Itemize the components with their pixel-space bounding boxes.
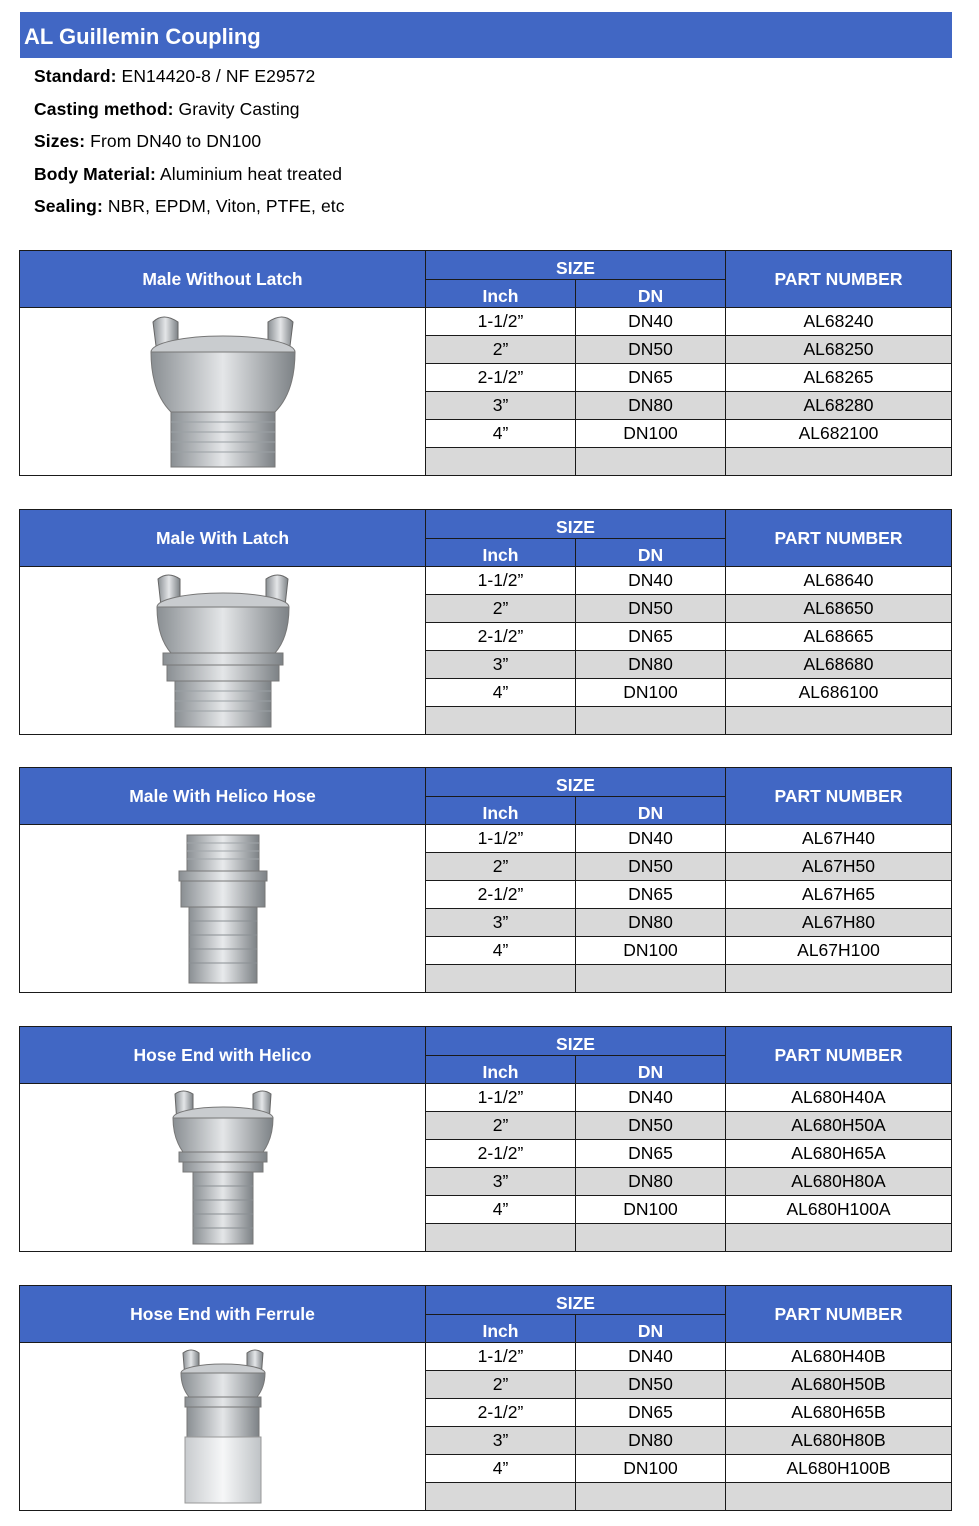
spec-value: Aluminium heat treated [155,164,343,184]
empty-cell [426,1224,576,1252]
spec-value: From DN40 to DN100 [85,131,262,151]
part-number-cell: AL68665 [726,623,952,651]
part-number-cell: AL68680 [726,651,952,679]
part-number-header: PART NUMBER [726,510,952,567]
empty-cell [726,707,952,735]
part-number-cell: AL680H50B [726,1371,952,1399]
inch-cell: 1-1/2” [426,308,576,336]
inch-cell: 1-1/2” [426,1084,576,1112]
inch-header: Inch [426,539,576,567]
size-header: SIZE [426,510,726,539]
product-table-male-helico-hose [19,767,951,994]
dn-header: DN [576,1315,726,1343]
part-number-cell: AL68265 [726,364,952,392]
dn-cell: DN100 [576,1196,726,1224]
product-name-header: Male With Latch [20,510,426,567]
spec-sizes [34,131,261,152]
dn-header: DN [576,539,726,567]
spec-label: Body Material: [34,164,156,184]
dn-cell: DN80 [576,651,726,679]
dn-cell: DN100 [576,420,726,448]
inch-cell: 4” [426,1455,576,1483]
dn-cell: DN65 [576,623,726,651]
size-header: SIZE [426,768,726,797]
dn-cell: DN40 [576,1343,726,1371]
spec-value: EN14420-8 / NF E29572 [116,66,316,86]
part-number-cell: AL67H40 [726,825,952,853]
spec-label: Sizes: [34,131,86,151]
empty-cell [726,448,952,476]
inch-cell: 4” [426,679,576,707]
product-name-header: Male Without Latch [20,251,426,308]
inch-cell: 1-1/2” [426,567,576,595]
empty-cell [726,965,952,993]
part-number-cell: AL67H80 [726,909,952,937]
empty-cell [426,448,576,476]
spec-value: Gravity Casting [173,99,300,119]
dn-header: DN [576,797,726,825]
inch-cell: 3” [426,1168,576,1196]
part-number-cell: AL67H65 [726,881,952,909]
empty-cell [726,1224,952,1252]
inch-header: Inch [426,1315,576,1343]
dn-header: DN [576,1056,726,1084]
dn-cell: DN65 [576,1140,726,1168]
spec-sealing [34,196,345,217]
spec-casting-method [34,99,300,120]
spec-standard [34,66,315,87]
inch-cell: 4” [426,937,576,965]
inch-cell: 2” [426,1112,576,1140]
page-title: AL Guillemin Coupling [20,12,952,58]
inch-cell: 1-1/2” [426,825,576,853]
spec-label: Sealing: [34,196,103,216]
dn-cell: DN65 [576,1399,726,1427]
part-number-cell: AL68640 [726,567,952,595]
inch-cell: 3” [426,392,576,420]
dn-cell: DN50 [576,595,726,623]
dn-cell: DN40 [576,1084,726,1112]
empty-cell [426,1483,576,1511]
size-header: SIZE [426,1027,726,1056]
part-number-header: PART NUMBER [726,1027,952,1084]
inch-cell: 3” [426,909,576,937]
inch-cell: 2-1/2” [426,881,576,909]
male-helico-hose-image [20,825,426,993]
empty-cell [576,448,726,476]
hose-end-ferrule-image [20,1343,426,1511]
inch-cell: 2-1/2” [426,364,576,392]
hose-end-helico-image [20,1084,426,1252]
part-number-cell: AL67H100 [726,937,952,965]
size-header: SIZE [426,1286,726,1315]
dn-cell: DN50 [576,1112,726,1140]
dn-cell: DN40 [576,567,726,595]
dn-cell: DN100 [576,1455,726,1483]
size-header: SIZE [426,251,726,280]
part-number-cell: AL680H40B [726,1343,952,1371]
part-number-cell: AL682100 [726,420,952,448]
part-number-cell: AL67H50 [726,853,952,881]
empty-cell [576,965,726,993]
dn-cell: DN100 [576,937,726,965]
inch-cell: 3” [426,651,576,679]
dn-cell: DN65 [576,364,726,392]
inch-cell: 2-1/2” [426,1140,576,1168]
male-without-latch-coupling-image [20,308,426,476]
inch-header: Inch [426,280,576,308]
product-table-male-without-latch [19,250,951,477]
empty-cell [426,707,576,735]
product-name-header: Hose End with Helico [20,1027,426,1084]
product-name-header: Male With Helico Hose [20,768,426,825]
part-number-cell: AL680H65B [726,1399,952,1427]
part-number-header: PART NUMBER [726,251,952,308]
inch-header: Inch [426,1056,576,1084]
inch-cell: 2” [426,595,576,623]
dn-cell: DN65 [576,881,726,909]
product-table-hose-end-ferrule [19,1285,951,1512]
dn-cell: DN50 [576,1371,726,1399]
part-number-cell: AL68250 [726,336,952,364]
empty-cell [426,965,576,993]
spec-value: NBR, EPDM, Viton, PTFE, etc [102,196,345,216]
part-number-cell: AL680H40A [726,1084,952,1112]
inch-cell: 4” [426,1196,576,1224]
part-number-cell: AL680H65A [726,1140,952,1168]
inch-cell: 2” [426,853,576,881]
inch-cell: 3” [426,1427,576,1455]
part-number-cell: AL68280 [726,392,952,420]
dn-cell: DN50 [576,853,726,881]
part-number-cell: AL680H50A [726,1112,952,1140]
part-number-cell: AL680H80B [726,1427,952,1455]
inch-header: Inch [426,797,576,825]
dn-cell: DN80 [576,909,726,937]
product-table-hose-end-helico [19,1026,951,1253]
spec-label: Standard: [34,66,117,86]
spec-label: Casting method: [34,99,174,119]
product-table-male-with-latch [19,509,951,736]
empty-cell [576,707,726,735]
inch-cell: 1-1/2” [426,1343,576,1371]
part-number-header: PART NUMBER [726,768,952,825]
empty-cell [576,1483,726,1511]
dn-cell: DN40 [576,308,726,336]
dn-cell: DN100 [576,679,726,707]
part-number-header: PART NUMBER [726,1286,952,1343]
inch-cell: 2-1/2” [426,623,576,651]
part-number-cell: AL68650 [726,595,952,623]
dn-cell: DN80 [576,392,726,420]
empty-cell [576,1224,726,1252]
part-number-cell: AL680H80A [726,1168,952,1196]
part-number-cell: AL686100 [726,679,952,707]
part-number-cell: AL680H100A [726,1196,952,1224]
inch-cell: 4” [426,420,576,448]
dn-header: DN [576,280,726,308]
dn-cell: DN40 [576,825,726,853]
dn-cell: DN80 [576,1168,726,1196]
dn-cell: DN50 [576,336,726,364]
empty-cell [726,1483,952,1511]
inch-cell: 2” [426,1371,576,1399]
inch-cell: 2-1/2” [426,1399,576,1427]
spec-body-material [34,164,342,185]
part-number-cell: AL68240 [726,308,952,336]
product-name-header: Hose End with Ferrule [20,1286,426,1343]
part-number-cell: AL680H100B [726,1455,952,1483]
inch-cell: 2” [426,336,576,364]
dn-cell: DN80 [576,1427,726,1455]
male-with-latch-coupling-image [20,567,426,735]
